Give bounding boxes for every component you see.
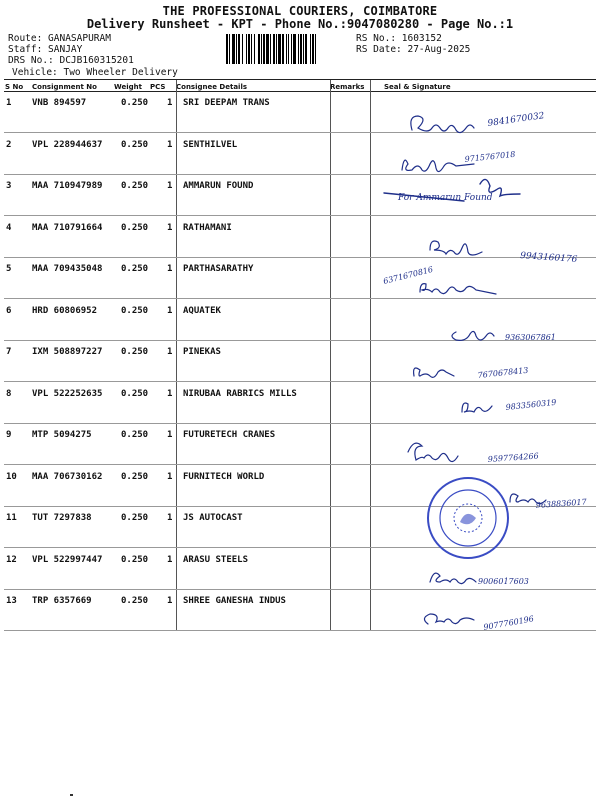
cell-weight: 0.250: [121, 305, 149, 316]
signature-phone-row-13: 9077760196: [482, 614, 535, 632]
cell-weight: 0.250: [121, 388, 149, 399]
cell-pcs: 1: [167, 98, 173, 108]
cell-pcs: 1: [167, 305, 173, 316]
cell-pcs: 1: [167, 554, 173, 565]
cell-weight: 0.250: [121, 264, 149, 274]
cell-pcs: 1: [167, 388, 173, 399]
cell-consignment: MAA 709435048: [32, 264, 103, 274]
signature-row-8a: [414, 368, 454, 377]
signature-phone-row-4: 9943160176: [519, 251, 578, 265]
signature-phone-row-9: 9597764266: [487, 451, 539, 464]
cell-consignment: VPL 522252635: [32, 388, 103, 399]
cell-consignee: NIRUBAA RABRICS MILLS: [183, 388, 297, 399]
cell-consignee: ARASU STEELS: [183, 554, 249, 565]
route-label: Route: GANASAPURAM: [8, 33, 111, 44]
runsheet-subtitle: Delivery Runsheet - KPT - Phone No.:9047080280 - Page No.:1: [86, 17, 514, 31]
cell-consignee: SENTHILVEL: [183, 139, 238, 150]
cell-sno: 9: [6, 430, 12, 440]
col-header-consignment: Consignment No: [32, 83, 97, 91]
cell-consignee: AQUATEK: [183, 305, 221, 316]
cell-consignment: TUT 7297838: [32, 513, 92, 523]
signature-phone-row-1: 9841670032: [487, 111, 546, 129]
signature-row-9: [408, 443, 458, 461]
cell-pcs: 1: [167, 181, 173, 191]
cell-consignment: HRD 60806952: [32, 305, 98, 316]
cell-weight: 0.250: [121, 98, 149, 108]
cell-pcs: 1: [167, 596, 173, 606]
cell-consignment: VPL 522997447: [32, 554, 103, 565]
col-header-signature: Seal & Signature: [384, 83, 451, 91]
cell-pcs: 1: [167, 430, 173, 440]
signature-phone-row-11: 9638836017: [535, 497, 587, 510]
cell-sno: 4: [6, 222, 12, 233]
signature-note-row-3: For Ammarun Found: [398, 193, 493, 203]
rs-number: RS No.: 1603152: [356, 33, 442, 44]
cell-sno: 6: [6, 305, 12, 316]
cell-sno: 12: [6, 554, 17, 565]
cell-consignment: VNB 894597: [32, 98, 87, 108]
cell-consignee: PINEKAS: [183, 347, 221, 357]
drs-label: DRS No.: DCJB160315201: [8, 55, 134, 66]
cell-weight: 0.250: [121, 430, 149, 440]
cell-weight: 0.250: [121, 139, 149, 150]
signature-row-5: [420, 284, 496, 294]
cell-pcs: 1: [167, 139, 173, 150]
cell-sno: 7: [6, 347, 12, 357]
col-header-remarks: Remarks: [330, 83, 365, 91]
cell-pcs: 1: [167, 222, 173, 233]
cell-sno: 11: [6, 513, 17, 523]
cell-weight: 0.250: [121, 347, 149, 357]
cell-weight: 0.250: [121, 513, 149, 523]
signature-row-2: [402, 160, 474, 171]
signature-phone-row-6: 9363067861: [505, 333, 556, 342]
company-seal-stamp: [428, 478, 508, 558]
signature-row-1: [411, 116, 474, 133]
cell-consignee: SRI DEEPAM TRANS: [183, 98, 270, 108]
cell-sno: 1: [6, 98, 12, 108]
col-header-pcs: PCS: [150, 83, 166, 91]
signature-phone-row-5: 6371670816: [382, 264, 434, 286]
cell-weight: 0.250: [121, 222, 149, 233]
signature-row-6: [452, 331, 494, 340]
cell-consignee: FUTURETECH CRANES: [183, 430, 276, 440]
staff-label: Staff: SANJAY: [8, 44, 83, 55]
col-header-weight: Weight: [114, 83, 142, 91]
cell-pcs: 1: [167, 264, 173, 274]
cell-consignee: PARTHASARATHY: [183, 264, 254, 274]
signature-row-4: [430, 241, 482, 255]
cell-sno: 10: [6, 471, 17, 482]
signature-phone-row-8b: 9833560319: [505, 397, 557, 412]
cell-consignee: AMMARUN FOUND: [183, 181, 254, 191]
cell-sno: 5: [6, 264, 12, 274]
signature-phone-row-2: 9715767018: [464, 149, 516, 164]
cell-consignee: SHREE GANESHA INDUS: [183, 596, 286, 606]
cell-consignment: MAA 710947989: [32, 181, 103, 191]
signature-row-12: [430, 573, 476, 584]
footer-mark: [70, 794, 73, 796]
cell-pcs: 1: [167, 471, 173, 482]
signature-row-13: [424, 614, 474, 624]
cell-sno: 8: [6, 388, 12, 399]
cell-consignment: MTP 5094275: [32, 430, 92, 440]
signature-row-8b: [462, 403, 492, 412]
cell-weight: 0.250: [121, 181, 149, 191]
cell-consignment: MAA 710791664: [32, 222, 103, 233]
cell-consignee: JS AUTOCAST: [183, 513, 243, 523]
cell-sno: 2: [6, 139, 12, 150]
company-title: THE PROFESSIONAL COURIERS, COIMBATORE: [162, 4, 438, 18]
cell-pcs: 1: [167, 513, 173, 523]
rs-date: RS Date: 27-Aug-2025: [356, 44, 471, 55]
col-header-sno: S No: [5, 83, 24, 91]
cell-consignee: RATHAMANI: [183, 222, 232, 233]
cell-sno: 3: [6, 181, 12, 191]
cell-consignment: IXM 508897227: [32, 347, 103, 357]
signature-phone-row-12: 9006017603: [478, 577, 529, 586]
cell-weight: 0.250: [121, 471, 149, 482]
col-header-consignee: Consignee Details: [176, 83, 248, 91]
cell-consignment: VPL 228944637: [32, 139, 103, 150]
cell-consignment: MAA 706730162: [32, 471, 103, 482]
cell-weight: 0.250: [121, 554, 149, 565]
cell-consignee: FURNITECH WORLD: [183, 471, 265, 482]
cell-consignment: TRP 6357669: [32, 596, 92, 606]
vehicle-label: Vehicle: Two Wheeler Delivery: [12, 67, 178, 78]
cell-pcs: 1: [167, 347, 173, 357]
cell-sno: 13: [6, 596, 17, 606]
signature-phone-row-8a: 7670678413: [477, 365, 529, 380]
cell-weight: 0.250: [121, 596, 149, 606]
